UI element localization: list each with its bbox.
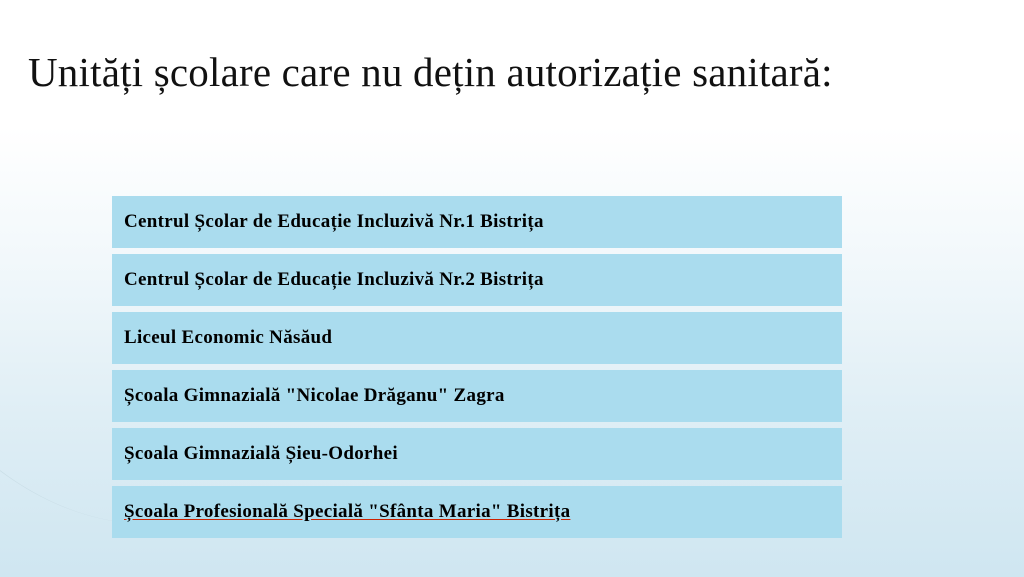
list-item	[112, 486, 842, 538]
list-item-label: Școala Gimnazială Șieu-Odorhei	[124, 443, 398, 464]
list-item-label: Școala Gimnazială "Nicolae Drăganu" Zagra	[124, 385, 505, 406]
list-item-label: Centrul Școlar de Educație Incluzivă Nr.1 Bistrița	[124, 211, 544, 232]
list-item	[112, 312, 842, 364]
school-list	[112, 196, 842, 544]
list-item-label: Centrul Școlar de Educație Incluzivă Nr.2 Bistrița	[124, 269, 544, 290]
list-item	[112, 428, 842, 480]
decorative-curve-2	[0, 292, 120, 577]
list-item-label: Școala Profesională Specială "Sfânta Maria" Bistrița	[124, 501, 571, 522]
list-item-label: Liceul Economic Năsăud	[124, 327, 333, 348]
page-title: Unități școlare care nu dețin autorizație sanitară:	[28, 49, 833, 95]
list-item	[112, 370, 842, 422]
list-item	[112, 254, 842, 306]
list-item	[112, 196, 842, 248]
